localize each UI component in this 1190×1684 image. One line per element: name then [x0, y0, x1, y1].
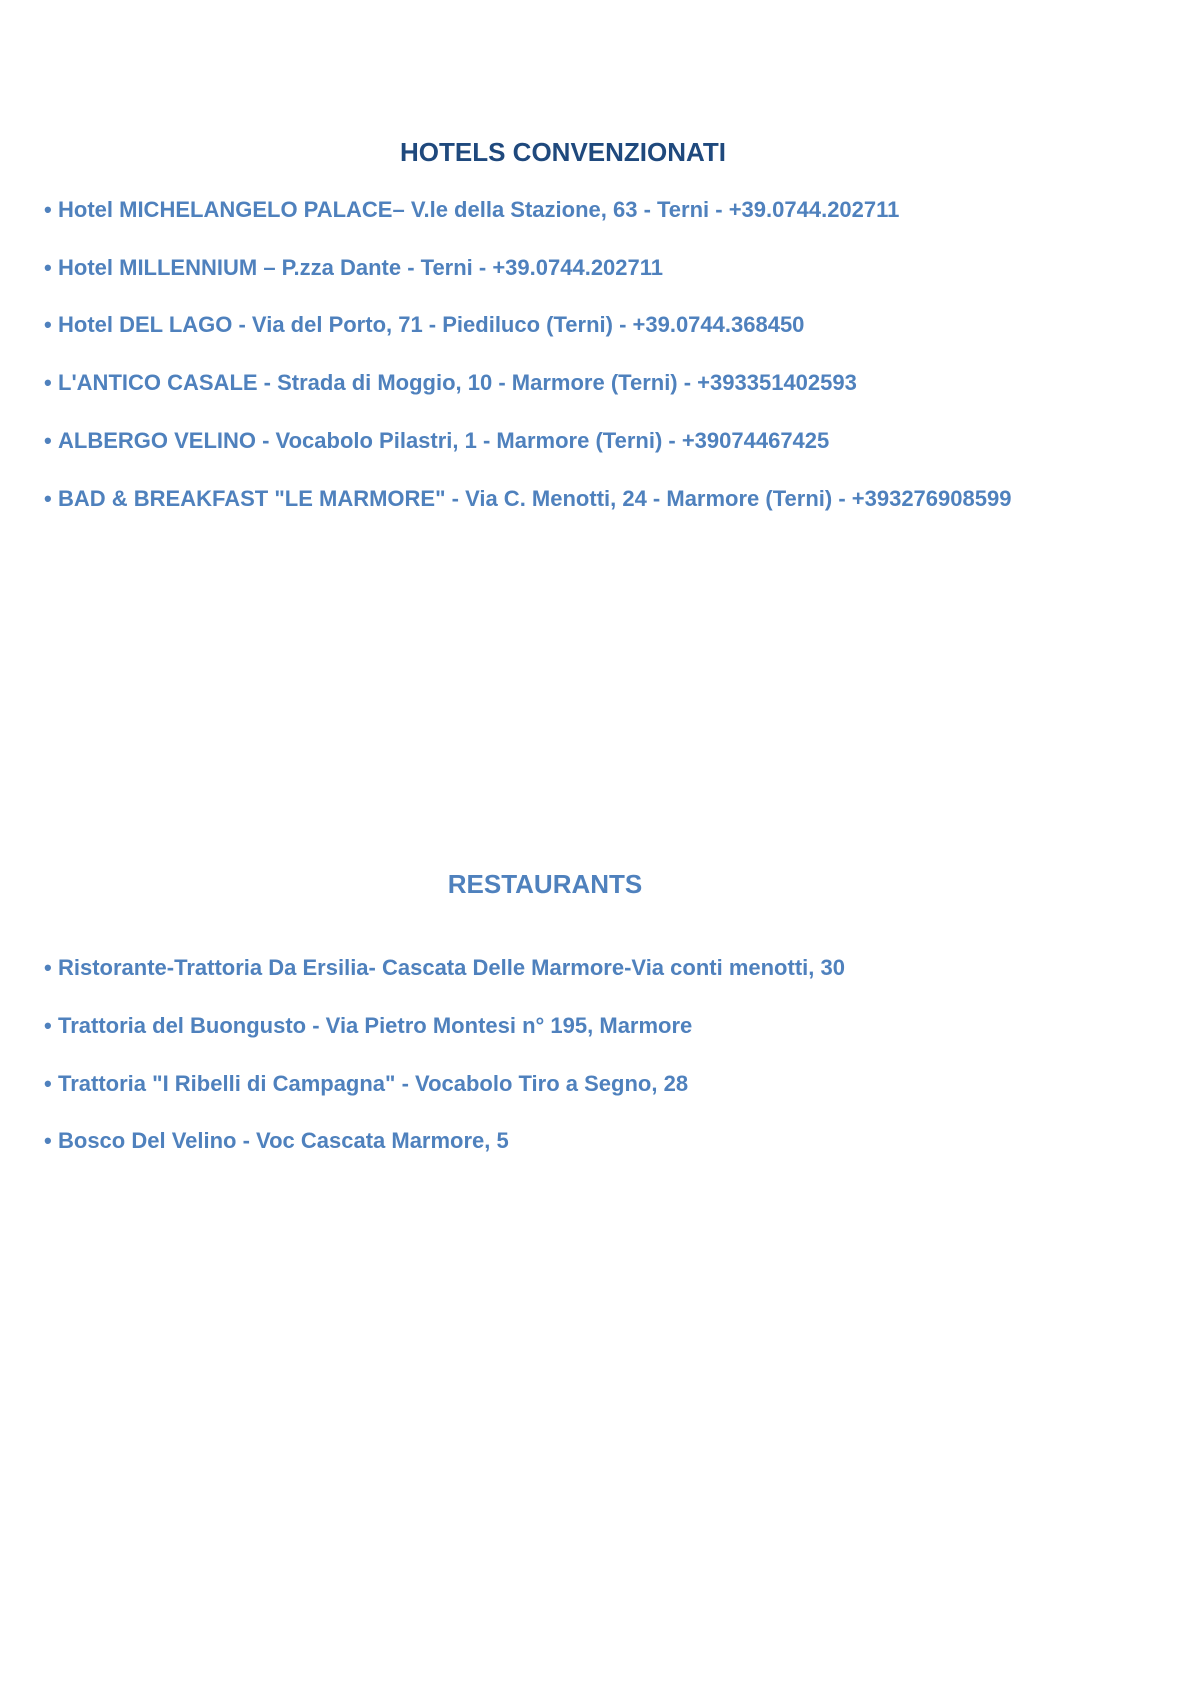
restaurants-section-title: RESTAURANTS [447, 869, 643, 899]
bullet-icon: • [44, 486, 52, 511]
restaurant-item [44, 1127, 509, 1155]
restaurant-item [44, 1012, 692, 1040]
hotel-item-text: Hotel DEL LAGO - Via del Porto, 71 - Piediluco (Terni) - +39.0744.368450 [58, 312, 805, 337]
restaurant-item-text: Bosco Del Velino - Voc Cascata Marmore, 5 [58, 1128, 509, 1153]
restaurant-item-text: Ristorante-Trattoria Da Ersilia- Cascata Delle Marmore-Via conti menotti, 30 [58, 955, 845, 980]
hotel-item [44, 485, 1011, 513]
hotel-item-text: BAD & BREAKFAST "LE MARMORE" - Via C. Menotti, 24 - Marmore (Terni) - +393276908599 [58, 486, 1012, 511]
hotel-item [44, 311, 804, 339]
bullet-icon: • [44, 312, 52, 337]
bullet-icon: • [44, 1071, 52, 1096]
bullet-icon: • [44, 428, 52, 453]
restaurant-item-text: Trattoria del Buongusto - Via Pietro Montesi n° 195, Marmore [58, 1013, 693, 1038]
hotel-item [44, 369, 857, 397]
hotel-item-text: L'ANTICO CASALE - Strada di Moggio, 10 - Marmore (Terni) - +393351402593 [58, 370, 857, 395]
restaurant-item [44, 1070, 688, 1098]
hotel-item-text: Hotel MILLENNIUM – P.zza Dante - Terni - +39.0744.202711 [58, 255, 664, 280]
bullet-icon: • [44, 1128, 52, 1153]
restaurant-item [44, 954, 845, 982]
hotel-item [44, 427, 829, 455]
bullet-icon: • [44, 255, 52, 280]
bullet-icon: • [44, 955, 52, 980]
bullet-icon: • [44, 1013, 52, 1038]
hotel-item [44, 254, 663, 282]
hotels-section-title: HOTELS CONVENZIONATI [400, 137, 726, 167]
bullet-icon: • [44, 370, 52, 395]
hotel-item-text: ALBERGO VELINO - Vocabolo Pilastri, 1 - Marmore (Terni) - +39074467425 [58, 428, 830, 453]
restaurant-item-text: Trattoria "I Ribelli di Campagna" - Vocabolo Tiro a Segno, 28 [58, 1071, 689, 1096]
hotel-item-text: Hotel MICHELANGELO PALACE– V.le della Stazione, 63 - Terni - +39.0744.202711 [58, 197, 900, 222]
bullet-icon: • [44, 197, 52, 222]
hotel-item [44, 196, 899, 224]
